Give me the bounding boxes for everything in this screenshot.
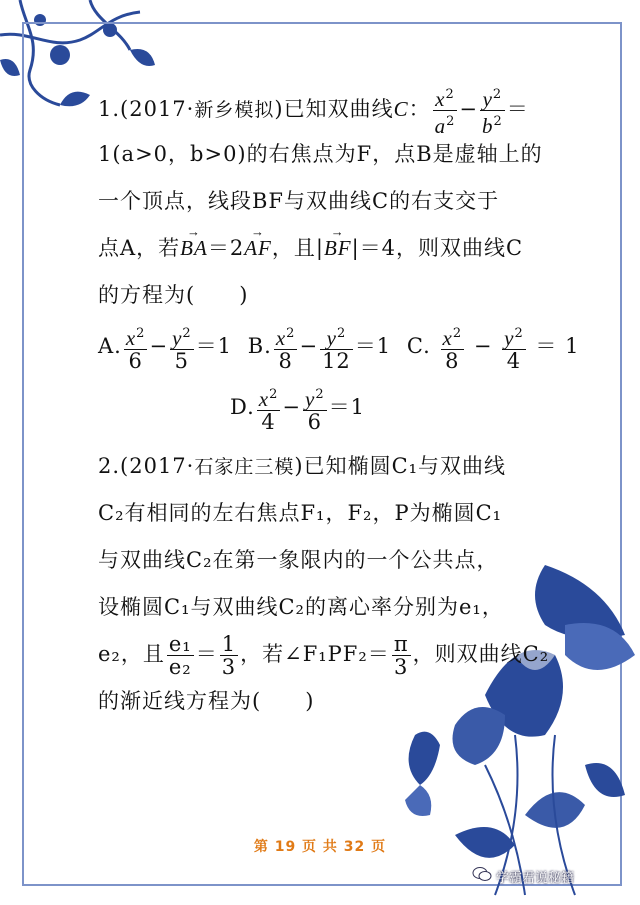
vector-BF: → BF: [324, 225, 352, 272]
options-row-d: [98, 384, 560, 434]
wechat-icon: [472, 866, 492, 882]
page-number: 第 19 页 共 32 页: [253, 839, 387, 855]
problem2-line4: 设椭圆C₁与双曲线C₂的离心率分别为e₁，: [98, 595, 504, 619]
problem1-text: )已知双曲线: [274, 97, 394, 121]
text-segment: ＝2: [207, 236, 245, 260]
problem2-line5: [98, 631, 560, 678]
vector-BA: → BA: [180, 225, 208, 272]
text-segment: ，若∠F₁PF₂＝: [240, 642, 390, 666]
vector-AF: → AF: [244, 225, 272, 272]
colon: ：: [408, 97, 431, 121]
text-segment: ，且|: [271, 236, 324, 260]
problem2-line2: C₂有相同的左右焦点F₁，F₂，P为椭圆C₁: [98, 501, 503, 525]
options-row-abc: [98, 323, 580, 373]
problem1-line1: [98, 84, 560, 138]
option-c[interactable]: C. $\frac{x^2}{8}$ − $\frac{y^2}{4}$ ＝ 1: [407, 323, 580, 372]
problem2-line1: [98, 443, 560, 490]
equals-sign: ＝: [195, 642, 218, 666]
fraction-y2-b2: $\frac{y^2}{b^2}$: [480, 84, 505, 137]
problem1-line2: 1(a>0，b>0)的右焦点为F，点B是虚轴上的: [98, 142, 543, 166]
problem2-source: 石家庄三模: [194, 456, 295, 478]
problem2-number: 2.(2017·: [98, 454, 195, 478]
problem1-line3: 一个顶点，线段BF与双曲线C的右支交于: [98, 189, 500, 213]
option-a[interactable]: A. $\frac{x^2}{6}$ − $\frac{y^2}{5}$ ＝1: [98, 323, 232, 372]
option-d[interactable]: D. $\frac{x^2}{4}$ − $\frac{y^2}{6}$ ＝1: [230, 384, 365, 433]
fraction-e1-e2: $\frac{\text{e₁}}{\text{e₂}}$: [168, 632, 192, 679]
problem2-text: )已知椭圆C₁与双曲线: [294, 454, 507, 478]
problem1-line5: 的方程为( ): [98, 283, 249, 307]
curve-symbol: C: [393, 97, 409, 121]
option-b[interactable]: B. $\frac{x^2}{8}$ − $\frac{y^2}{12}$ ＝1: [248, 323, 391, 372]
problem1-line4: [98, 225, 560, 272]
problem2-line6: 的渐近线方程为( ): [98, 689, 315, 713]
text-segment: ，则双曲线C₂: [412, 642, 550, 666]
problem1-number: 1.(2017·: [98, 97, 195, 121]
text-segment: 点A，若: [98, 236, 181, 260]
fraction-pi-third: $\frac{\pi}{3}$: [393, 632, 409, 679]
equals-sign: ＝: [506, 97, 529, 121]
problem-content: [98, 84, 580, 725]
minus-sign: −: [459, 97, 478, 121]
problem1-source: 新乡模拟: [194, 99, 275, 121]
text-segment: e₂，且: [98, 642, 165, 666]
text-segment: |＝4，则双曲线C: [351, 236, 524, 260]
fraction-x2-a2: $\frac{x^2}{a^2}$: [433, 84, 458, 137]
fraction-one-third: $\frac{1}{3}$: [221, 632, 237, 679]
watermark: 学霸君说秘籍: [496, 871, 575, 886]
problem2-line3: 与双曲线C₂在第一象限内的一个公共点，: [98, 548, 499, 572]
